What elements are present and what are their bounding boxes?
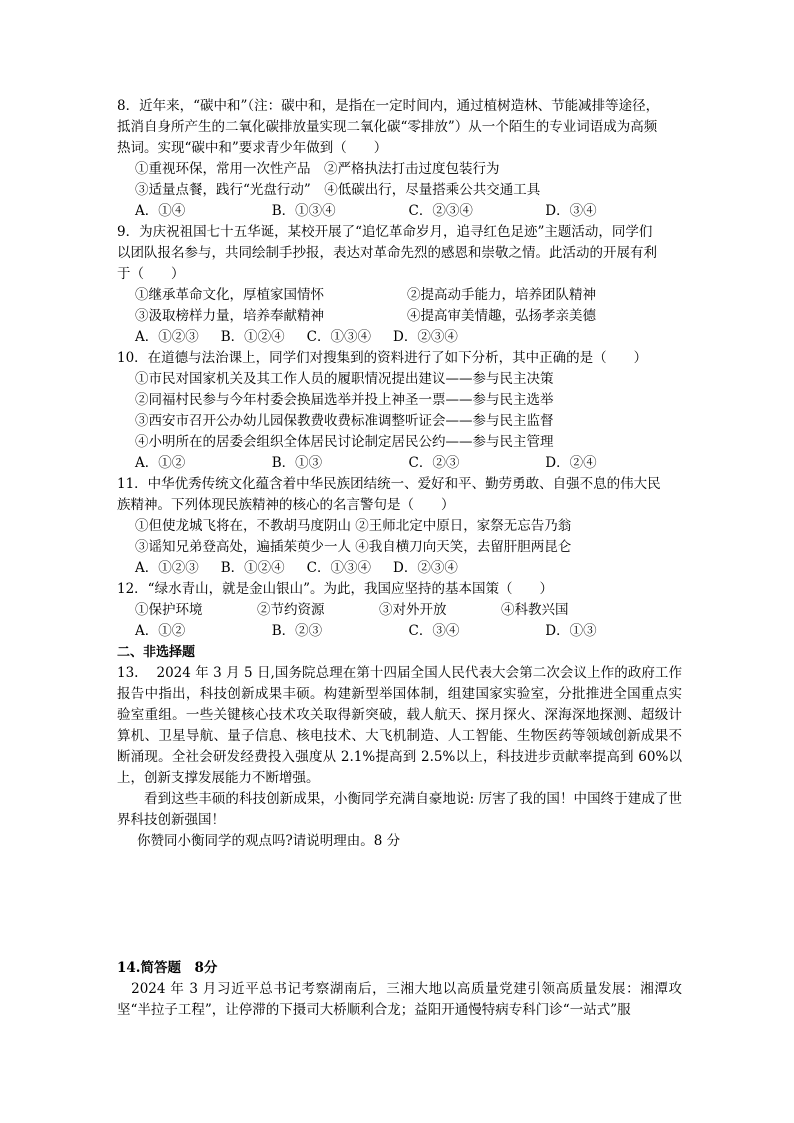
q11-stem-line-1: 11．中华优秀传统文化蕴含着中华民族团结统一、爱好和平、勤劳勇敢、自强不息的伟大民 [117, 476, 661, 492]
option-a: A．①②③ [135, 329, 199, 345]
question-12 [117, 579, 682, 642]
q12-item-3: ③对外开放 [379, 602, 447, 618]
q12-item-2: ②节约资源 [257, 602, 325, 618]
option-a: A．①④ [135, 203, 186, 219]
q9-item-2: ②提高动手能力，培养团队精神 [407, 287, 596, 303]
option-c: C．②③ [408, 455, 460, 471]
q9-item-3: ③汲取榜样力量，培养奉献精神 [135, 308, 324, 324]
q10-item-4: ④小明所在的居委会组织全体居民讨论制定居民公约——参与民主管理 [135, 434, 554, 450]
question-13 [117, 663, 682, 852]
q10-item-1: ①市民对国家机关及其工作人员的履职情况提出建议——参与民主决策 [135, 371, 554, 387]
option-a: A．①② [135, 455, 186, 471]
option-d: D．③④ [545, 203, 597, 219]
question-9 [117, 222, 682, 348]
q8-options [117, 201, 682, 222]
option-b: B．②③ [271, 623, 323, 639]
option-a: A．①②③ [135, 560, 199, 576]
q8-stem-line-3: 热词。实现“碳中和”要求青少年做到（ ） [117, 140, 388, 156]
option-a: A．①② [135, 623, 186, 639]
q9-items-row-1 [117, 285, 682, 306]
q11-stem-line-2: 族精神。下列体现民族精神的核心的名言警句是（ ） [117, 497, 455, 513]
q8-items-1: ①重视环保，常用一次性产品 ②严格执法打击过度包装行为 [135, 161, 500, 177]
option-b: B．①②④ [220, 560, 285, 576]
option-b: B．①②④ [220, 329, 285, 345]
q9-items-row-2 [117, 306, 682, 327]
option-b: B．①③ [271, 455, 323, 471]
q12-stem: 12．“绿水青山，就是金山银山”。为此，我国应坚持的基本国策（ ） [117, 581, 553, 597]
q9-options [117, 327, 682, 348]
option-d: D．①③ [545, 623, 597, 639]
q8-stem-line-1: 8．近年来，“碳中和”（注：碳中和，是指在一定时间内，通过植树造林、节能减排等途径， [117, 98, 660, 114]
q14-title: 14.简答题 8分 [117, 960, 218, 976]
option-d: D．②④ [545, 455, 597, 471]
option-c: C．②③④ [408, 203, 473, 219]
question-8 [117, 96, 682, 222]
q11-items-1: ①但使龙城飞将在，不教胡马度阴山 ②王师北定中原日，家祭无忘告乃翁 [135, 518, 572, 534]
option-b: B．①③④ [271, 203, 336, 219]
question-11 [117, 474, 682, 579]
exam-page [117, 96, 682, 1021]
q12-options [117, 621, 682, 642]
question-14 [117, 958, 682, 1021]
option-c: C．③④ [408, 623, 460, 639]
option-d: D．②③④ [393, 560, 458, 576]
q10-stem: 10．在道德与法治课上，同学们对搜集到的资料进行了如下分析，其中正确的是（ ） [117, 350, 648, 366]
question-10 [117, 348, 682, 474]
q8-stem-line-2: 抵消自身所产生的二氧化碳排放量实现二氧化碳“零排放”）从一个陌生的专业词语成为高频 [117, 119, 658, 135]
q9-item-1: ①继承革命文化，厚植家国情怀 [135, 287, 324, 303]
q9-stem-line-1: 9．为庆祝祖国七十五华诞，某校开展了“追忆革命岁月，追寻红色足迹”主题活动，同学们 [117, 224, 653, 240]
q9-item-4: ④提高审美情趣，弘扬孝亲美德 [407, 308, 596, 324]
q10-options [117, 453, 682, 474]
option-c: C．①③④ [306, 329, 372, 345]
q11-items-2: ③谣知兄弟登高处，遍插茱萸少一人 ④我自横刀向天笑，去留肝胆两昆仑 [135, 539, 572, 555]
option-c: C．①③④ [306, 560, 372, 576]
q10-item-3: ③西安市召开公办幼儿园保教费收费标准调整听证会——参与民主监督 [135, 413, 554, 429]
q12-item-4: ④科教兴国 [501, 602, 569, 618]
q13-question: 你赞同小衡同学的观点吗?请说明理由。8 分 [137, 833, 401, 849]
q12-items [117, 600, 682, 621]
option-d: D．②③④ [393, 329, 458, 345]
q10-item-2: ②同福村民参与今年村委会换届选举并投上神圣一票——参与民主选举 [135, 392, 554, 408]
q9-stem-line-2: 以团队报名参与，共同绘制手抄报，表达对革命先烈的感恩和崇敬之情。此活动的开展有利 [117, 245, 657, 261]
section-heading: 二、非选择题 [117, 645, 196, 660]
q13-paragraph-2: 看到这些丰硕的科技创新成果，小衡同学充满自豪地说: 厉害了我的国！中国终于建成了世界科技创新强国！ [117, 791, 682, 828]
answer-space [117, 852, 682, 958]
q8-items-2: ③适量点餐，践行“光盘行动” ④低碳出行，尽量搭乘公共交通工具 [135, 182, 541, 198]
q12-item-1: ①保护环境 [135, 602, 203, 618]
q11-options [117, 558, 682, 579]
q14-text: 2024 年 3 月习近平总书记考察湖南后，三湘大地以高质量党建引领高质量发展：湘潭攻坚“半拉子工程”，让停滞的下摄司大桥顺利合龙；益阳开通慢特病专科门诊“一站式”服 [117, 981, 682, 1018]
q9-stem-line-3: 于（ ） [117, 266, 185, 282]
q13-paragraph: 13. 2024 年 3 月 5 日,国务院总理在第十四届全国人民代表大会第二次会议上作的政府工作报告中指出，科技创新成果丰硕。构建新型举国体制，组建国家实验室，分批推进全国重点实验室重组。一些关键核心技术攻关取得新突破，载人航天、探月探火、深海深地探测、超级计算机、卫星导航、量子信息、核电技术、大飞机制造、人工智能、生物医药等领域创新成果不断涌现。全社会研发经费投入强度从 2.1%提高到 2.5%以上，科技进步贡献率提高到 60%以上，创新支撑发展能力不断增强。 [117, 665, 682, 786]
